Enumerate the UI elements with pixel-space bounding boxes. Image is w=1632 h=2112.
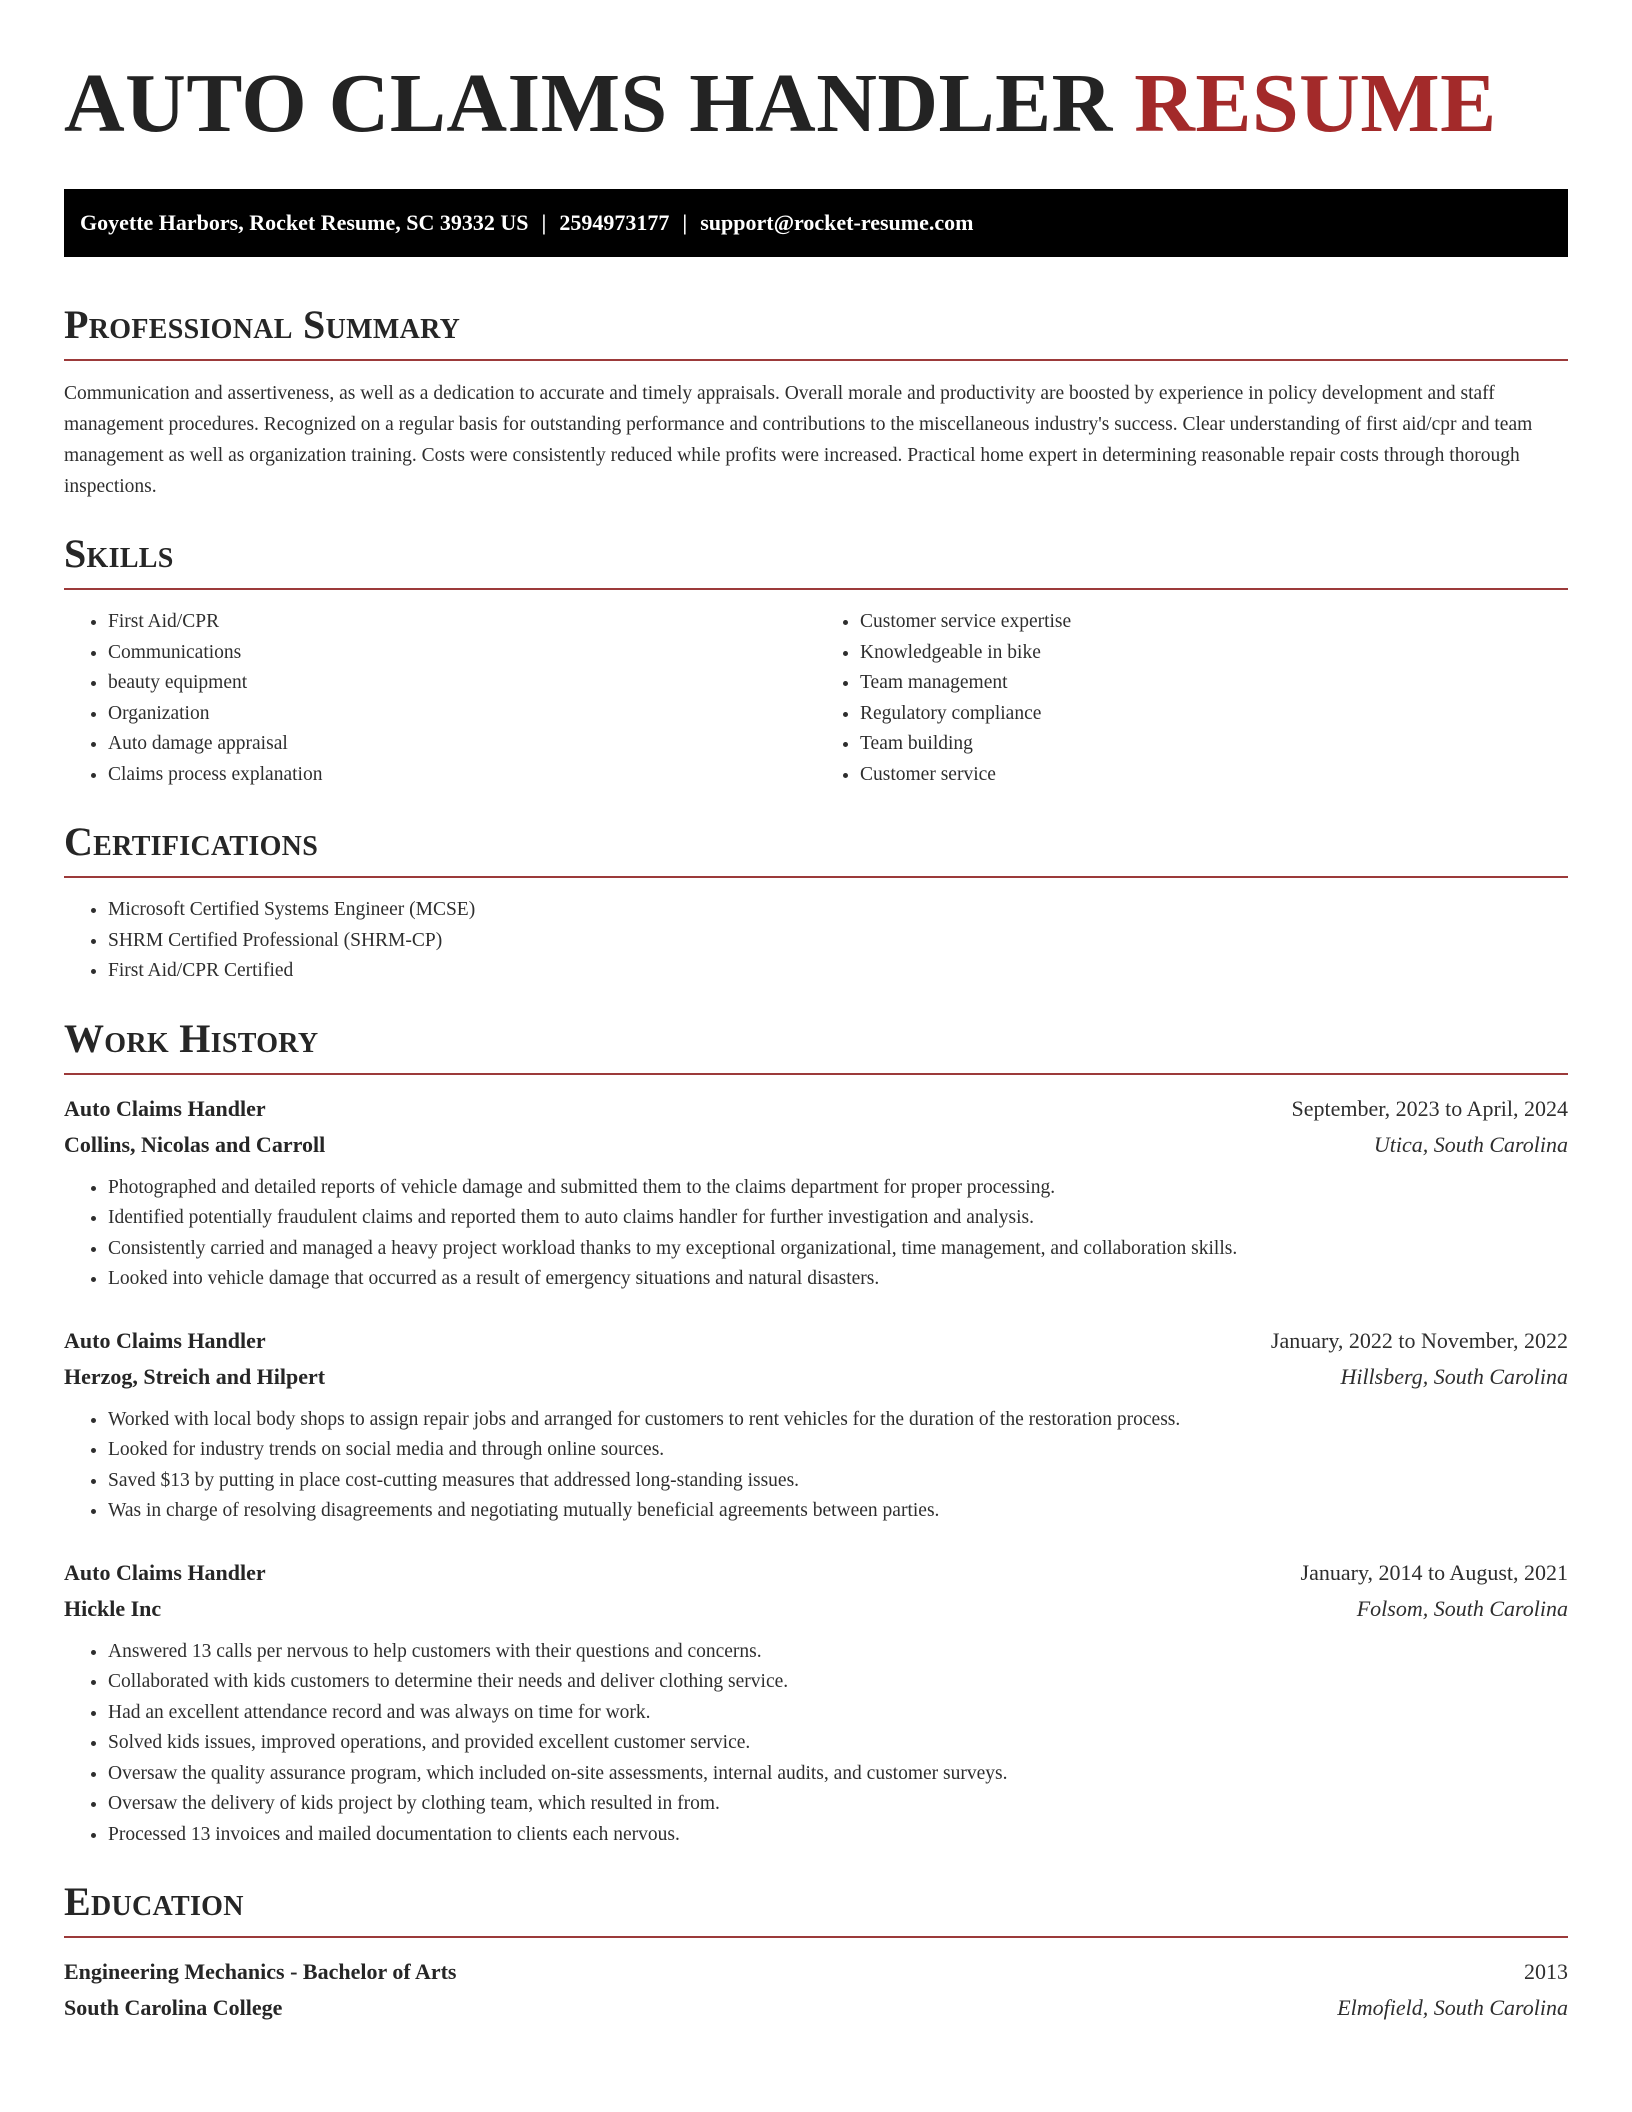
work-history-heading: Work History [64,1015,319,1061]
skill-item: • Organization [108,699,816,730]
job-title: Auto Claims Handler [64,1559,266,1585]
job-company: Collins, Nicolas and Carroll [64,1131,326,1157]
job-bullets [64,1173,1568,1295]
skill-item: • Knowledgeable in bike [860,638,1568,669]
title-main: AUTO CLAIMS HANDLER [64,57,1113,150]
skills-heading: Skills [64,531,174,576]
job-dates: January, 2014 to August, 2021 [1300,1559,1568,1585]
certification-item: • First Aid/CPR Certified [108,956,1568,987]
job-location: Folsom, South Carolina [1356,1595,1568,1621]
contact-address: Goyette Harbors, Rocket Resume, SC 39332 US [80,210,529,235]
certifications-section [64,818,1568,987]
job-bullet: • Processed 13 invoices and mailed documentation to clients each nervous. [108,1820,1568,1851]
education-school-row [64,1990,1568,2026]
contact-email[interactable]: support@rocket-resume.com [700,210,974,235]
job-bullet: • Was in charge of resolving disagreements and negotiating mutually beneficial agreements between parties. [108,1496,1568,1527]
job-bullet: • Consistently carried and managed a heavy project workload thanks to my exceptional organizational, time management, and collaboration skills. [108,1234,1568,1265]
contact-separator: | [682,210,688,235]
job-bullet: • Had an excellent attendance record and was always on time for work. [108,1698,1568,1729]
education-heading: Education [64,1879,244,1924]
job-dates: January, 2022 to November, 2022 [1270,1327,1568,1353]
title-accent: RESUME [1134,57,1497,150]
education-year: 2013 [1524,1959,1568,1984]
job-location: Hillsberg, South Carolina [1340,1363,1568,1389]
education-degree-row [64,1954,1568,1990]
skill-item: • First Aid/CPR [108,607,816,638]
skill-item: • Team management [860,668,1568,699]
job-bullets [64,1405,1568,1527]
section-divider [64,876,1568,878]
skill-item: • Regulatory compliance [860,699,1568,730]
job-header-row [64,1091,1568,1127]
job-bullet: • Worked with local body shops to assign repair jobs and arranged for customers to rent vehicles for the duration of the restoration process. [108,1405,1568,1436]
skill-item: • Claims process explanation [108,760,816,791]
job-entry [64,1555,1568,1851]
skill-item: • beauty equipment [108,668,816,699]
contact-phone[interactable]: 2594973177 [559,210,670,235]
education-degree: Engineering Mechanics - Bachelor of Arts [64,1959,457,1984]
education-entry [64,1954,1568,2026]
skill-item: • Communications [108,638,816,669]
job-bullet: • Solved kids issues, improved operations, and provided excellent customer service. [108,1728,1568,1759]
job-header-row [64,1323,1568,1359]
job-bullet: • Collaborated with kids customers to determine their needs and deliver clothing service. [108,1667,1568,1698]
skills-list-right [816,607,1568,790]
skill-item: • Auto damage appraisal [108,729,816,760]
job-bullet: • Photographed and detailed reports of vehicle damage and submitted them to the claims department for proper processing. [108,1173,1568,1204]
job-title: Auto Claims Handler [64,1095,266,1121]
job-company-row [64,1591,1568,1627]
summary-text: Communication and assertiveness, as well as a dedication to accurate and timely appraisals. Overall morale and productivity are boosted by experience in policy development and staff management procedures. Recognized on a regular basis for outstanding performance and contributions to the miscellaneous industry's success. Clear understanding of first aid/cpr and team management as well as organization training. Costs were consistently reduced while profits were increased. Practical home expert in determining reasonable repair costs through thorough inspections. [64,383,1533,497]
job-bullet: • Saved $13 by putting in place cost-cutting measures that addressed long-standing issues. [108,1466,1568,1497]
job-dates: September, 2023 to April, 2024 [1291,1095,1568,1121]
certifications-heading: Certifications [64,819,319,864]
job-bullet: • Oversaw the delivery of kids project by clothing team, which resulted in from. [108,1789,1568,1820]
job-bullet: • Identified potentially fraudulent claims and reported them to auto claims handler for further investigation and analysis. [108,1203,1568,1234]
summary-section [64,301,1568,502]
job-bullet: • Looked for industry trends on social media and through online sources. [108,1435,1568,1466]
job-company-row [64,1127,1568,1163]
certification-item: • Microsoft Certified Systems Engineer (MCSE) [108,895,1568,926]
education-section [64,1878,1568,2026]
contact-bar [64,189,1568,257]
section-divider [64,1073,1568,1075]
job-company-row [64,1359,1568,1395]
job-bullets [64,1637,1568,1851]
section-divider [64,1936,1568,1938]
work-history-section [64,1015,1568,1851]
job-bullet: • Oversaw the quality assurance program, which included on-site assessments, internal audits, and customer surveys. [108,1759,1568,1790]
skills-section [64,530,1568,790]
job-entry [64,1323,1568,1527]
job-company: Herzog, Streich and Hilpert [64,1363,326,1389]
skill-item: • Customer service expertise [860,607,1568,638]
contact-separator: | [541,210,547,235]
job-header-row [64,1555,1568,1591]
job-location: Utica, South Carolina [1373,1131,1568,1157]
job-bullet: • Answered 13 calls per nervous to help customers with their questions and concerns. [108,1637,1568,1668]
education-location: Elmofield, South Carolina [1337,1995,1568,2020]
certification-item: • SHRM Certified Professional (SHRM-CP) [108,926,1568,957]
resume-title [64,57,1568,150]
summary-heading: Professional Summary [64,302,461,347]
job-company: Hickle Inc [64,1595,162,1621]
job-entry [64,1091,1568,1295]
skills-grid [64,607,1568,790]
job-bullet: • Looked into vehicle damage that occurred as a result of emergency situations and natural disasters. [108,1264,1568,1295]
section-divider [64,359,1568,361]
section-divider [64,588,1568,590]
job-title: Auto Claims Handler [64,1327,266,1353]
certifications-list [64,895,1568,987]
skills-list-left [64,607,816,790]
skill-item: • Team building [860,729,1568,760]
skill-item: • Customer service [860,760,1568,791]
education-school: South Carolina College [64,1995,283,2020]
